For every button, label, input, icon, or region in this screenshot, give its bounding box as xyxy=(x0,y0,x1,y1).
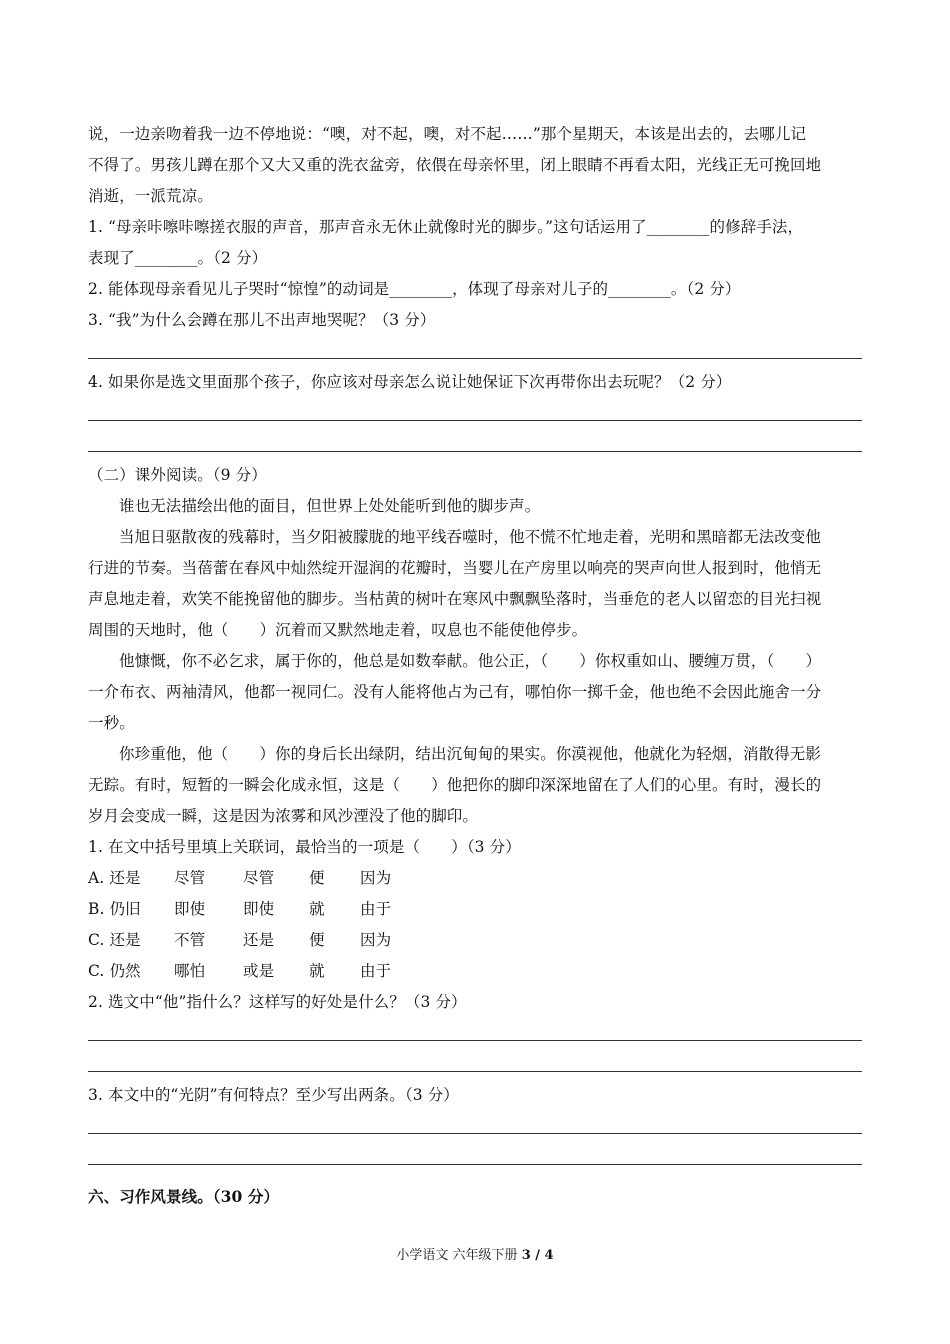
option-cell: C. 还是 xyxy=(88,931,141,949)
question-1: 1. 在文中括号里填上关联词，最恰当的一项是（ ）（3 分） xyxy=(88,838,521,856)
answer-line[interactable] xyxy=(88,1111,862,1142)
answer-line[interactable] xyxy=(88,336,862,367)
passage-paragraph: 你珍重他，他（ ）你的身后长出绿阴，结出沉甸甸的果实。你漠视他，他就化为轻烟，消散得无影 xyxy=(119,745,822,763)
passage-line: 岁月会变成一瞬，这是因为浓雾和风沙湮没了他的脚印。 xyxy=(88,807,479,825)
option-cell: C. 仍然 xyxy=(88,962,141,980)
option-cell: 由于 xyxy=(360,962,392,980)
option-cell: 尽管 xyxy=(243,869,275,887)
answer-line[interactable] xyxy=(88,398,862,429)
option-c[interactable] xyxy=(88,925,862,956)
answer-line[interactable] xyxy=(88,429,862,460)
passage-line: 说，一边亲吻着我一边不停地说：“噢，对不起，噢，对不起……”那个星期天，本该是出去的，去哪儿记 xyxy=(88,125,807,143)
option-cell: 或是 xyxy=(243,962,275,980)
option-cell: 便 xyxy=(309,931,325,949)
passage-line: 消逝，一派荒凉。 xyxy=(88,187,213,205)
option-cell: 尽管 xyxy=(174,869,206,887)
option-cell: 还是 xyxy=(243,931,275,949)
option-a[interactable] xyxy=(88,863,862,894)
passage-paragraph: 当旭日驱散夜的残幕时，当夕阳被朦胧的地平线吞噬时，他不慌不忙地走着，光明和黑暗都无法改变他 xyxy=(119,528,822,546)
option-cell: 就 xyxy=(309,962,325,980)
option-cell: 哪怕 xyxy=(174,962,206,980)
page-content xyxy=(88,119,862,1212)
passage-line: 一介布衣、两袖清风，他都一视同仁。没有人能将他占为己有，哪怕你一掷千金，他也绝不会因此施舍一分 xyxy=(88,683,822,701)
page-footer xyxy=(0,1244,950,1263)
passage-line: 行进的节奏。当蓓蕾在春风中灿然绽开湿润的花瓣时，当婴儿在产房里以响亮的哭声向世人报到时，他悄无 xyxy=(88,559,822,577)
option-cell: 因为 xyxy=(360,931,392,949)
passage-line: 周围的天地时，他（ ）沉着而又默然地走着，叹息也不能使他停步。 xyxy=(88,621,588,639)
passage-paragraph: 他慷慨，你不必乞求，属于你的，他总是如数奉献。他公正，（ ）你权重如山、腰缠万贯，（ ） xyxy=(119,652,822,670)
question-1: 1. “母亲咔嚓咔嚓搓衣服的声音，那声音永无休止就像时光的脚步。”这句话运用了________的修辞手法， xyxy=(88,218,804,236)
option-cell: 便 xyxy=(309,869,325,887)
option-cell: 不管 xyxy=(174,931,206,949)
option-cell: 即使 xyxy=(174,900,206,918)
section-6-title: 六、习作风景线。（30 分） xyxy=(88,1187,280,1206)
section-heading: （二）课外阅读。（9 分） xyxy=(88,466,267,484)
page-number: 3 / 4 xyxy=(521,1248,554,1263)
answer-line[interactable] xyxy=(88,1018,862,1049)
question-2: 2. 能体现母亲看见儿子哭时“惊惶”的动词是________，体现了母亲对儿子的________。（2 分） xyxy=(88,280,741,298)
question-1-cont: 表现了________。（2 分） xyxy=(88,249,268,267)
option-cell: 即使 xyxy=(243,900,275,918)
question-3: 3. “我”为什么会蹲在那儿不出声地哭呢？（3 分） xyxy=(88,311,436,329)
answer-line[interactable] xyxy=(88,1049,862,1080)
option-cell: 因为 xyxy=(360,869,392,887)
question-2: 2. 选文中“他”指什么？这样写的好处是什么？（3 分） xyxy=(88,993,467,1011)
option-cell: B. 仍旧 xyxy=(88,900,141,918)
question-3: 3. 本文中的“光阴”有何特点？至少写出两条。（3 分） xyxy=(88,1086,459,1104)
passage-line: 声息地走着，欢笑不能挽留他的脚步。当枯黄的树叶在寒风中飘飘坠落时，当垂危的老人以留恋的目光扫视 xyxy=(88,590,822,608)
option-cell: 就 xyxy=(309,900,325,918)
question-4: 4. 如果你是选文里面那个孩子，你应该对母亲怎么说让她保证下次再带你出去玩呢？（2 分） xyxy=(88,373,732,391)
option-cell: A. 还是 xyxy=(88,869,141,887)
passage-line: 不得了。男孩儿蹲在那个又大又重的洗衣盆旁，依偎在母亲怀里，闭上眼睛不再看太阳，光线正无可挽回地 xyxy=(88,156,822,174)
option-cell: 由于 xyxy=(360,900,392,918)
passage-line: 无踪。有时，短暂的一瞬会化成永恒，这是（ ）他把你的脚印深深地留在了人们的心里。有时，漫长的 xyxy=(88,776,822,794)
option-d[interactable] xyxy=(88,956,862,987)
passage-paragraph: 谁也无法描绘出他的面目，但世界上处处能听到他的脚步声。 xyxy=(119,497,541,515)
passage-line: 一秒。 xyxy=(88,714,135,732)
footer-subject: 小学语文 六年级下册 xyxy=(396,1248,522,1263)
answer-line[interactable] xyxy=(88,1142,862,1173)
option-b[interactable] xyxy=(88,894,862,925)
